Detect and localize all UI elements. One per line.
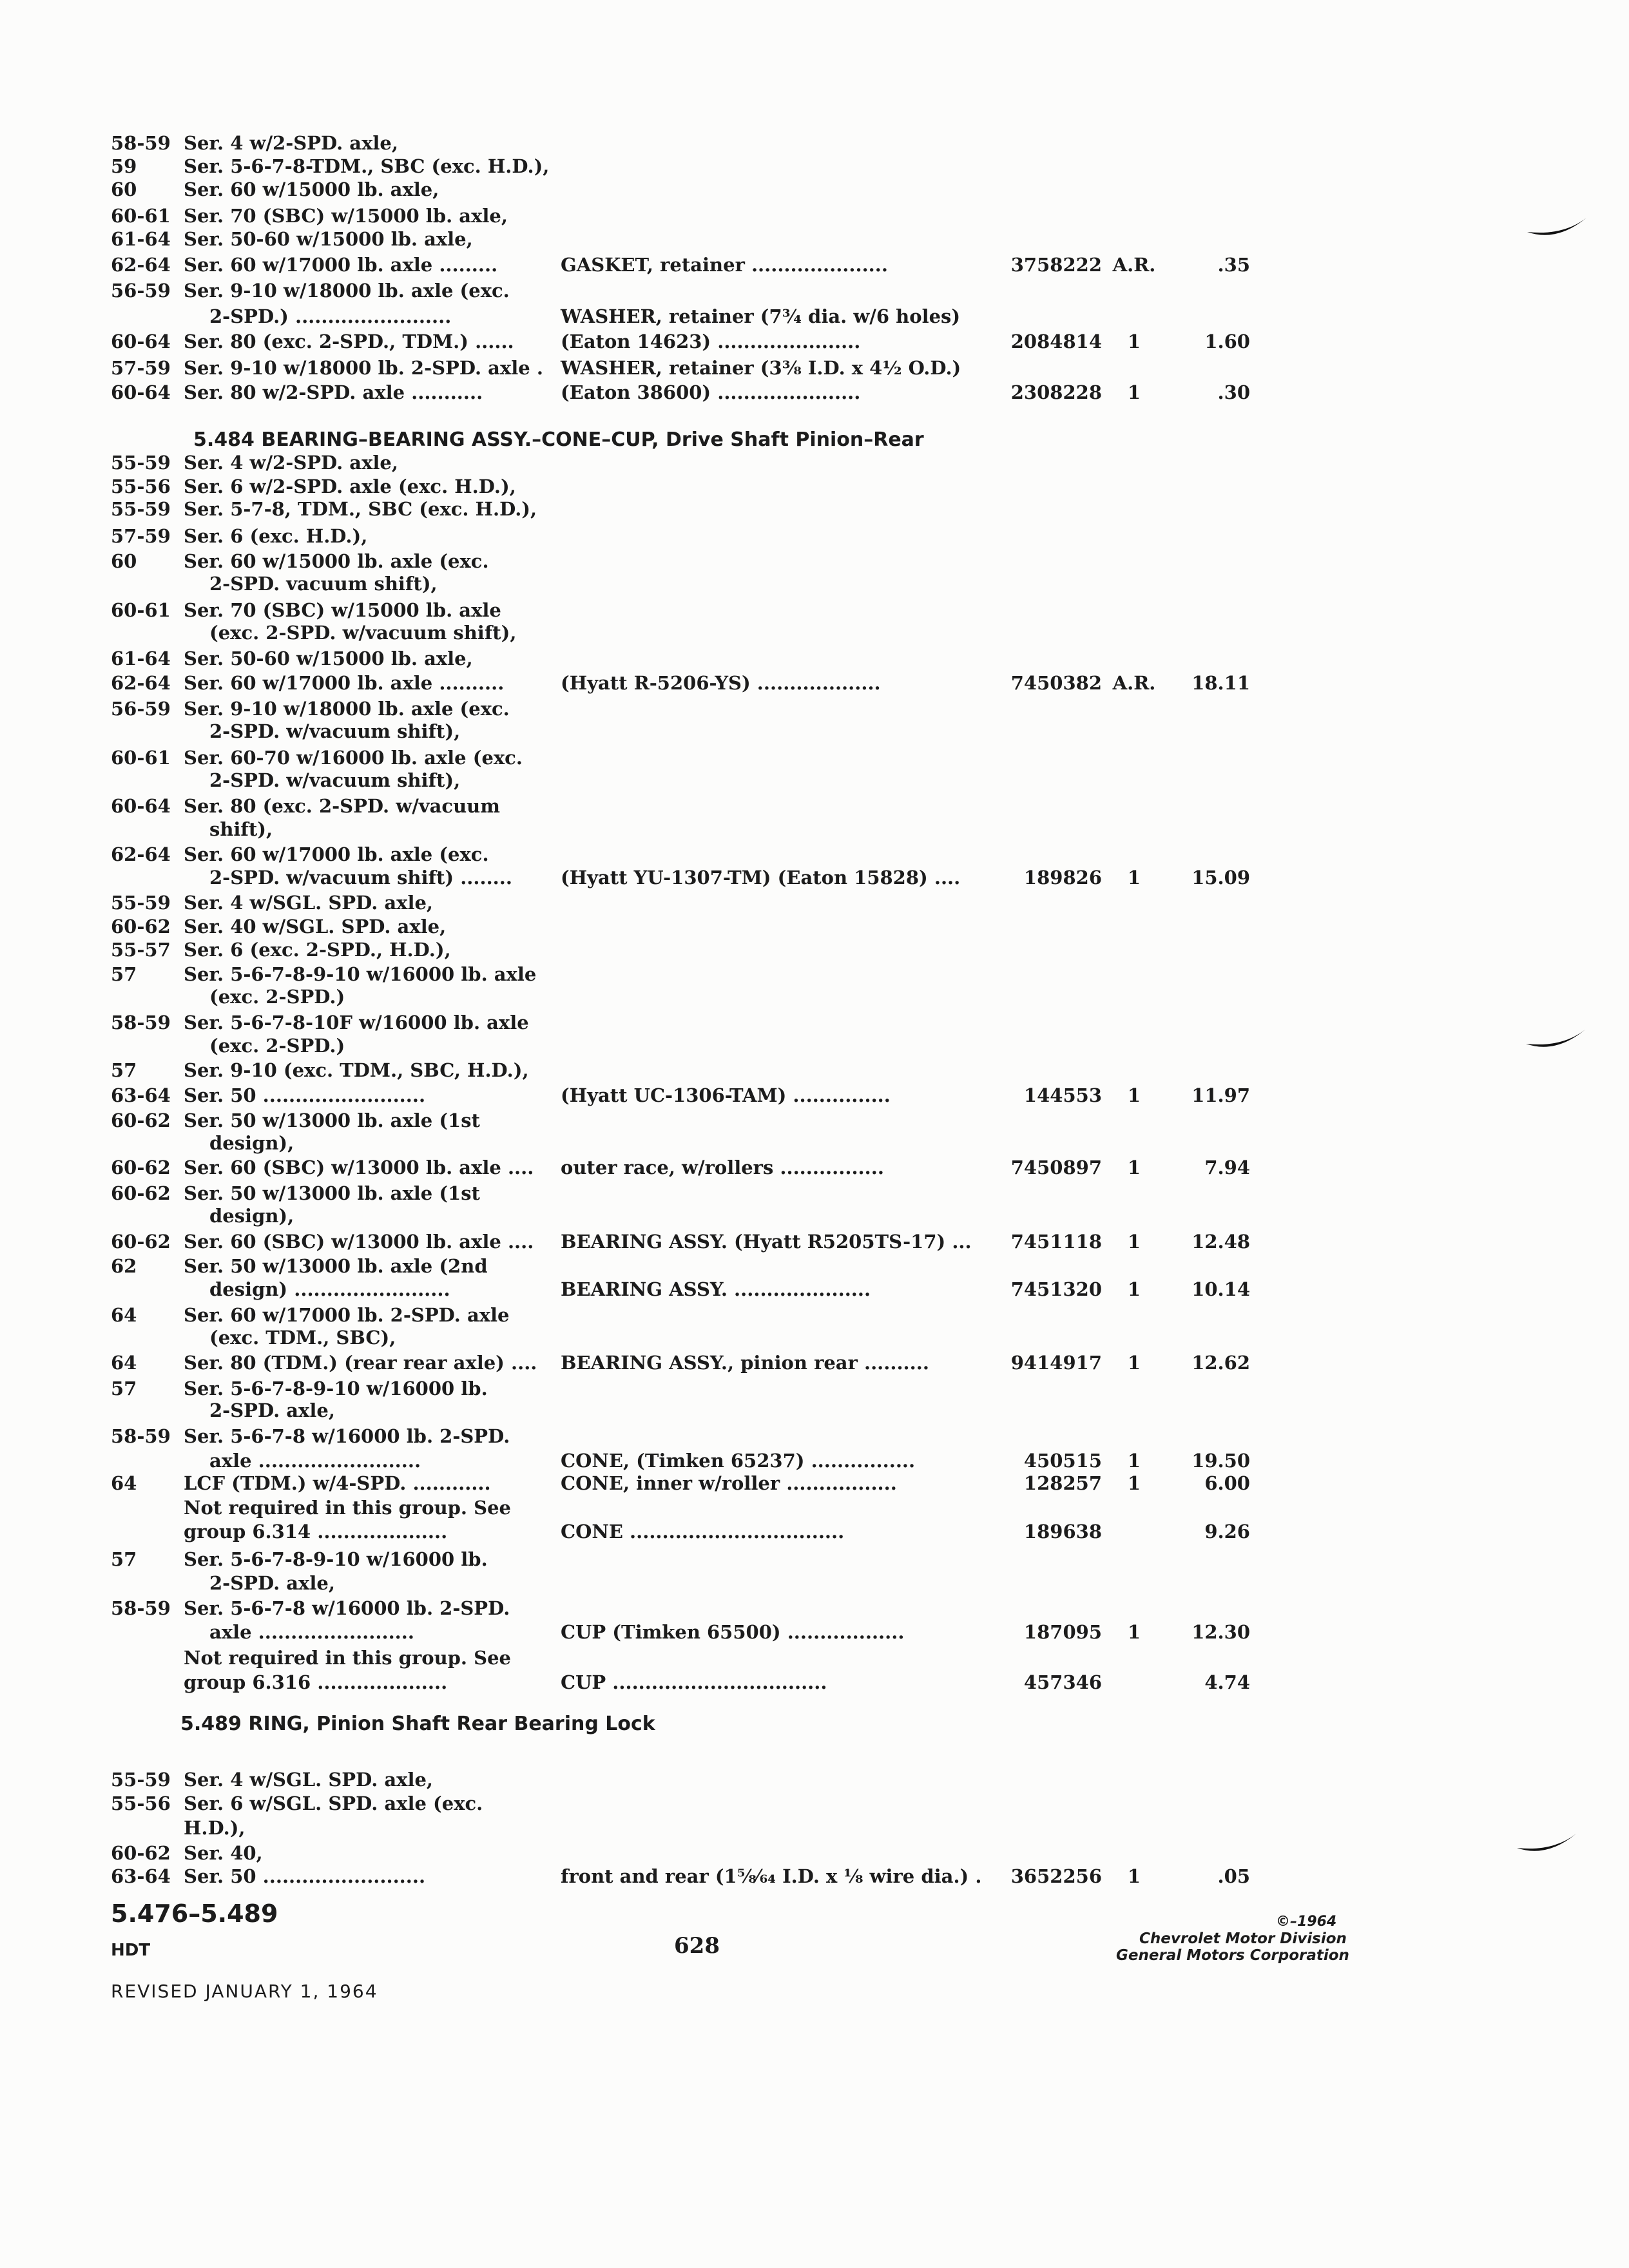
year-range: 58-59 xyxy=(111,132,171,154)
table-row xyxy=(0,548,1629,574)
year-range: 55-59 xyxy=(111,892,171,914)
year-range: 60 xyxy=(111,550,137,572)
series-description: Ser. 80 w/2-SPD. axle ........... xyxy=(184,381,483,403)
price: 7.94 xyxy=(1204,1157,1250,1178)
table-row xyxy=(0,496,1629,522)
table-row xyxy=(0,1180,1629,1206)
part-number: 189638 xyxy=(1023,1521,1102,1542)
table-row xyxy=(0,767,1629,793)
series-description: Ser. 5-7-8, TDM., SBC (exc. H.D.), xyxy=(184,498,537,520)
part-number: 2084814 xyxy=(1010,331,1102,352)
series-description: 2-SPD. w/vacuum shift), xyxy=(209,720,461,742)
series-description: Ser. 9-10 (exc. TDM., SBC, H.D.), xyxy=(184,1059,529,1081)
table-row xyxy=(0,1010,1629,1035)
table-row xyxy=(0,865,1629,890)
table-row xyxy=(0,1276,1629,1302)
series-description: Ser. 5-6-7-8 w/16000 lb. 2-SPD. xyxy=(184,1597,510,1619)
price: 4.74 xyxy=(1204,1671,1250,1693)
part-description: front and rear (1⅝⁄₆₄ I.D. x ⅛ wire dia.) . xyxy=(561,1865,982,1887)
series-description: Ser. 6 w/SGL. SPD. axle (exc. xyxy=(184,1792,483,1814)
price: 12.30 xyxy=(1191,1621,1250,1643)
series-description: Ser. 60 (SBC) w/13000 lb. axle .... xyxy=(184,1157,534,1178)
table-row xyxy=(0,303,1629,329)
series-description: group 6.314 .................... xyxy=(184,1521,448,1542)
table-row xyxy=(0,961,1629,987)
price: 1.60 xyxy=(1204,331,1250,352)
series-description: (exc. 2-SPD. w/vacuum shift), xyxy=(209,622,517,644)
year-range: 55-57 xyxy=(111,939,171,961)
part-number: 189826 xyxy=(1023,867,1102,889)
part-description: (Eaton 14623) ...................... xyxy=(561,331,861,352)
series-description: Ser. 9-10 w/18000 lb. 2-SPD. axle . xyxy=(184,357,543,379)
part-number: 128257 xyxy=(1023,1472,1102,1494)
year-range: 60-64 xyxy=(111,381,171,403)
quantity: A.R. xyxy=(1112,254,1156,276)
year-range: 64 xyxy=(111,1472,137,1494)
part-description: (Hyatt YU-1307-TM) (Eaton 15828) .... xyxy=(561,867,961,889)
table-row xyxy=(0,1815,1629,1841)
binding-hole-mark-3 xyxy=(1514,1829,1579,1861)
part-description: CUP (Timken 65500) .................. xyxy=(561,1621,905,1643)
table-row xyxy=(0,1155,1629,1180)
price: 19.50 xyxy=(1191,1450,1250,1472)
table-row xyxy=(0,252,1629,278)
part-number: 3652256 xyxy=(1010,1865,1102,1887)
year-range: 58-59 xyxy=(111,1012,171,1033)
series-description: Ser. 6 (exc. H.D.), xyxy=(184,525,368,547)
quantity: A.R. xyxy=(1112,672,1156,694)
year-range: 63-64 xyxy=(111,1084,171,1106)
year-range: 60-62 xyxy=(111,1157,171,1178)
price: 9.26 xyxy=(1204,1521,1250,1542)
price: 6.00 xyxy=(1204,1472,1250,1494)
series-description: Ser. 50 w/13000 lb. axle (1st xyxy=(184,1110,480,1131)
table-row xyxy=(0,1546,1629,1572)
year-range: 60-62 xyxy=(111,1182,171,1204)
table-row xyxy=(0,153,1629,179)
quantity: 1 xyxy=(1127,1472,1141,1494)
table-row xyxy=(0,203,1629,229)
part-description: CONE ................................. xyxy=(561,1521,845,1542)
price: .35 xyxy=(1217,254,1250,276)
section-heading-5-484: 5.484 BEARING–BEARING ASSY.–CONE–CUP, Drive Shaft Pinion–Rear xyxy=(193,428,924,451)
series-description: Ser. 50-60 w/15000 lb. axle, xyxy=(184,228,473,250)
year-range: 57 xyxy=(111,1548,137,1570)
table-row xyxy=(0,1470,1629,1496)
table-row xyxy=(0,745,1629,771)
table-row xyxy=(0,1108,1629,1133)
quantity: 1 xyxy=(1127,331,1141,352)
binding-hole-mark-1 xyxy=(1525,213,1589,245)
table-row xyxy=(0,620,1629,646)
table-row xyxy=(0,1423,1629,1449)
series-description: Ser. 9-10 w/18000 lb. axle (exc. xyxy=(184,698,510,720)
year-range: 60-61 xyxy=(111,747,171,769)
copyright: ©–1964 xyxy=(1276,1914,1337,1930)
year-range: 62-64 xyxy=(111,672,171,694)
series-description: Ser. 40, xyxy=(184,1842,263,1864)
series-description: Ser. 60 w/17000 lb. 2-SPD. axle xyxy=(184,1304,510,1326)
year-range: 57-59 xyxy=(111,357,171,379)
series-description: 2-SPD.) ........................ xyxy=(209,305,452,327)
part-description: CONE, inner w/roller ................. xyxy=(561,1472,897,1494)
part-number: 9414917 xyxy=(1010,1352,1102,1374)
part-description: BEARING ASSY. (Hyatt R5205TS-17) ... xyxy=(561,1231,972,1253)
year-range: 55-59 xyxy=(111,452,171,474)
series-description: 2-SPD. w/vacuum shift), xyxy=(209,769,461,791)
quantity: 1 xyxy=(1127,1157,1141,1178)
series-description: shift), xyxy=(209,818,273,840)
series-description: design) ........................ xyxy=(209,1278,450,1300)
part-description: BEARING ASSY., pinion rear .......... xyxy=(561,1352,929,1374)
series-description: Ser. 60 w/15000 lb. axle, xyxy=(184,178,439,200)
series-description: Ser. 80 (exc. 2-SPD. w/vacuum xyxy=(184,795,500,817)
year-range: 60-62 xyxy=(111,1110,171,1131)
series-description: Ser. 4 w/2-SPD. axle, xyxy=(184,452,398,474)
year-range: 55-56 xyxy=(111,1792,171,1814)
year-range: 60 xyxy=(111,178,137,200)
series-description: Ser. 80 (TDM.) (rear rear axle) .... xyxy=(184,1352,537,1374)
series-description: Ser. 50 ......................... xyxy=(184,1084,426,1106)
year-range: 60-62 xyxy=(111,916,171,937)
table-row xyxy=(0,1325,1629,1350)
series-description: Ser. 5-6-7-8-9-10 w/16000 lb. xyxy=(184,1548,488,1570)
series-description: Ser. 80 (exc. 2-SPD., TDM.) ...... xyxy=(184,331,514,352)
series-description: Ser. 5-6-7-8 w/16000 lb. 2-SPD. xyxy=(184,1425,510,1447)
year-range: 57 xyxy=(111,1059,137,1081)
price: 10.14 xyxy=(1191,1278,1250,1300)
series-description: 2-SPD. vacuum shift), xyxy=(209,573,438,595)
part-description: (Hyatt UC-1306-TAM) ............... xyxy=(561,1084,891,1106)
table-row xyxy=(0,1448,1629,1474)
series-description: Ser. 70 (SBC) w/15000 lb. axle, xyxy=(184,205,508,227)
series-description: Ser. 4 w/2-SPD. axle, xyxy=(184,132,398,154)
quantity: 1 xyxy=(1127,381,1141,403)
table-row xyxy=(0,1082,1629,1108)
year-range: 58-59 xyxy=(111,1425,171,1447)
quantity: 1 xyxy=(1127,1865,1141,1887)
table-row xyxy=(0,355,1629,381)
revised-date: REVISED JANUARY 1, 1964 xyxy=(111,1981,378,2002)
series-description: Ser. 50 w/13000 lb. axle (2nd xyxy=(184,1255,488,1277)
corporation-name: General Motors Corporation xyxy=(1116,1947,1349,1964)
year-range: 60-62 xyxy=(111,1231,171,1253)
series-description: Ser. 4 w/SGL. SPD. axle, xyxy=(184,1769,434,1791)
price: 12.48 xyxy=(1191,1231,1250,1253)
part-number: 144553 xyxy=(1023,1084,1102,1106)
series-description: Ser. 50-60 w/15000 lb. axle, xyxy=(184,648,473,669)
year-range: 60-61 xyxy=(111,205,171,227)
table-row xyxy=(0,1057,1629,1083)
table-row xyxy=(0,329,1629,354)
quantity: 1 xyxy=(1127,1278,1141,1300)
series-description: LCF (TDM.) w/4-SPD. ............ xyxy=(184,1472,491,1494)
table-row xyxy=(0,1229,1629,1254)
part-description: CONE, (Timken 65237) ................ xyxy=(561,1450,916,1472)
table-row xyxy=(0,670,1629,696)
table-row xyxy=(0,1253,1629,1279)
price: 15.09 xyxy=(1191,867,1250,889)
quantity: 1 xyxy=(1127,1231,1141,1253)
table-row xyxy=(0,937,1629,963)
table-row xyxy=(0,1033,1629,1059)
part-number: 2308228 xyxy=(1010,381,1102,403)
table-row xyxy=(0,1767,1629,1792)
table-row xyxy=(0,841,1629,867)
series-description: (exc. 2-SPD.) xyxy=(209,1035,345,1057)
table-row xyxy=(0,890,1629,916)
price: .30 xyxy=(1217,381,1250,403)
table-row xyxy=(0,130,1629,156)
table-row xyxy=(0,1130,1629,1156)
part-number: 457346 xyxy=(1023,1671,1102,1693)
part-description: (Eaton 38600) ...................... xyxy=(561,381,861,403)
series-description: Ser. 9-10 w/18000 lb. axle (exc. xyxy=(184,280,510,302)
series-description: 2-SPD. w/vacuum shift) ........ xyxy=(209,867,512,889)
table-row xyxy=(0,1495,1629,1521)
series-description: Ser. 60 (SBC) w/13000 lb. axle .... xyxy=(184,1231,534,1253)
table-row xyxy=(0,718,1629,744)
part-description: (Hyatt R-5206-YS) ................... xyxy=(561,672,881,694)
part-description: WASHER, retainer (7¾ dia. w/6 holes) xyxy=(561,305,961,327)
table-row xyxy=(0,1570,1629,1596)
series-description: (exc. TDM., SBC), xyxy=(209,1327,396,1349)
table-row xyxy=(0,597,1629,623)
year-range: 60-61 xyxy=(111,599,171,621)
series-description: Not required in this group. See xyxy=(184,1647,511,1669)
year-range: 55-59 xyxy=(111,1769,171,1791)
table-row xyxy=(0,1863,1629,1889)
year-range: 55-56 xyxy=(111,476,171,497)
series-description: Ser. 60 w/17000 lb. axle ......... xyxy=(184,254,498,276)
year-range: 60-64 xyxy=(111,795,171,817)
series-description: H.D.), xyxy=(184,1817,246,1839)
year-range: 56-59 xyxy=(111,698,171,720)
table-row xyxy=(0,1519,1629,1544)
part-number: 7451118 xyxy=(1010,1231,1102,1253)
year-range: 64 xyxy=(111,1304,137,1326)
year-range: 60-62 xyxy=(111,1842,171,1864)
price: .05 xyxy=(1217,1865,1250,1887)
table-row xyxy=(0,474,1629,499)
quantity: 1 xyxy=(1127,867,1141,889)
table-row xyxy=(0,646,1629,671)
price: 18.11 xyxy=(1191,672,1250,694)
table-row xyxy=(0,1791,1629,1816)
year-range: 59 xyxy=(111,155,137,177)
series-description: Not required in this group. See xyxy=(184,1497,511,1519)
year-range: 58-59 xyxy=(111,1597,171,1619)
quantity: 1 xyxy=(1127,1621,1141,1643)
table-row xyxy=(0,1840,1629,1866)
part-description: outer race, w/rollers ................ xyxy=(561,1157,884,1178)
section-heading-5-489: 5.489 RING, Pinion Shaft Rear Bearing Lock xyxy=(180,1713,655,1735)
part-description: CUP ................................. xyxy=(561,1671,827,1693)
table-row xyxy=(0,1669,1629,1695)
series-description: Ser. 6 w/2-SPD. axle (exc. H.D.), xyxy=(184,476,516,497)
series-description: 2-SPD. axle, xyxy=(209,1572,335,1594)
series-description: Ser. 5-6-7-8-10F w/16000 lb. axle xyxy=(184,1012,529,1033)
year-range: 57 xyxy=(111,1378,137,1399)
group-range: 5.476–5.489 xyxy=(111,1899,278,1928)
quantity: 1 xyxy=(1127,1352,1141,1374)
series-description: Ser. 5-6-7-8-9-10 w/16000 lb. xyxy=(184,1378,488,1399)
series-description: group 6.316 .................... xyxy=(184,1671,448,1693)
table-row xyxy=(0,1350,1629,1376)
series-description: design), xyxy=(209,1132,294,1154)
table-row xyxy=(0,571,1629,597)
part-number: 450515 xyxy=(1023,1450,1102,1472)
series-description: Ser. 60-70 w/16000 lb. axle (exc. xyxy=(184,747,523,769)
table-row xyxy=(0,1619,1629,1645)
table-row xyxy=(0,1302,1629,1328)
binding-hole-mark-2 xyxy=(1523,1024,1588,1057)
table-row xyxy=(0,914,1629,939)
year-range: 55-59 xyxy=(111,498,171,520)
price: 11.97 xyxy=(1191,1084,1250,1106)
quantity: 1 xyxy=(1127,1450,1141,1472)
series-description: axle ......................... xyxy=(209,1450,421,1472)
series-description: Ser. 60 w/17000 lb. axle .......... xyxy=(184,672,505,694)
year-range: 61-64 xyxy=(111,648,171,669)
table-row xyxy=(0,1398,1629,1423)
series-description: Ser. 50 ......................... xyxy=(184,1865,426,1887)
series-description: Ser. 70 (SBC) w/15000 lb. axle xyxy=(184,599,501,621)
table-row xyxy=(0,984,1629,1010)
table-row xyxy=(0,1203,1629,1229)
series-description: Ser. 6 (exc. 2-SPD., H.D.), xyxy=(184,939,451,961)
part-description: BEARING ASSY. ..................... xyxy=(561,1278,871,1300)
page-number: 628 xyxy=(674,1933,720,1959)
series-description: 2-SPD. axle, xyxy=(209,1399,335,1421)
series-description: Ser. 5-6-7-8-TDM., SBC (exc. H.D.), xyxy=(184,155,550,177)
part-number: 3758222 xyxy=(1010,254,1102,276)
table-row xyxy=(0,278,1629,303)
year-range: 56-59 xyxy=(111,280,171,302)
table-row xyxy=(0,450,1629,476)
part-number: 7450897 xyxy=(1010,1157,1102,1178)
table-row xyxy=(0,380,1629,405)
year-range: 62 xyxy=(111,1255,137,1277)
table-row xyxy=(0,1645,1629,1671)
year-range: 62-64 xyxy=(111,254,171,276)
year-range: 64 xyxy=(111,1352,137,1374)
part-number: 187095 xyxy=(1023,1621,1102,1643)
part-description: GASKET, retainer ..................... xyxy=(561,254,888,276)
table-row xyxy=(0,226,1629,252)
series-description: design), xyxy=(209,1205,294,1227)
series-description: Ser. 50 w/13000 lb. axle (1st xyxy=(184,1182,480,1204)
table-row xyxy=(0,177,1629,202)
table-row xyxy=(0,816,1629,842)
series-code: HDT xyxy=(111,1941,151,1960)
series-description: Ser. 4 w/SGL. SPD. axle, xyxy=(184,892,434,914)
table-row xyxy=(0,696,1629,722)
quantity: 1 xyxy=(1127,1084,1141,1106)
table-row xyxy=(0,523,1629,549)
year-range: 61-64 xyxy=(111,228,171,250)
series-description: Ser. 5-6-7-8-9-10 w/16000 lb. axle xyxy=(184,963,537,985)
table-row xyxy=(0,793,1629,819)
part-description: WASHER, retainer (3⅜ I.D. x 4½ O.D.) xyxy=(561,357,961,379)
series-description: Ser. 60 w/17000 lb. axle (exc. xyxy=(184,843,489,865)
year-range: 62-64 xyxy=(111,843,171,865)
year-range: 57 xyxy=(111,963,137,985)
series-description: Ser. 60 w/15000 lb. axle (exc. xyxy=(184,550,489,572)
part-number: 7451320 xyxy=(1010,1278,1102,1300)
year-range: 60-64 xyxy=(111,331,171,352)
series-description: axle ........................ xyxy=(209,1621,414,1643)
table-row xyxy=(0,1595,1629,1621)
price: 12.62 xyxy=(1191,1352,1250,1374)
division-name: Chevrolet Motor Division xyxy=(1139,1930,1347,1947)
series-description: Ser. 40 w/SGL. SPD. axle, xyxy=(184,916,447,937)
year-range: 57-59 xyxy=(111,525,171,547)
year-range: 63-64 xyxy=(111,1865,171,1887)
part-number: 7450382 xyxy=(1010,672,1102,694)
series-description: (exc. 2-SPD.) xyxy=(209,986,345,1008)
